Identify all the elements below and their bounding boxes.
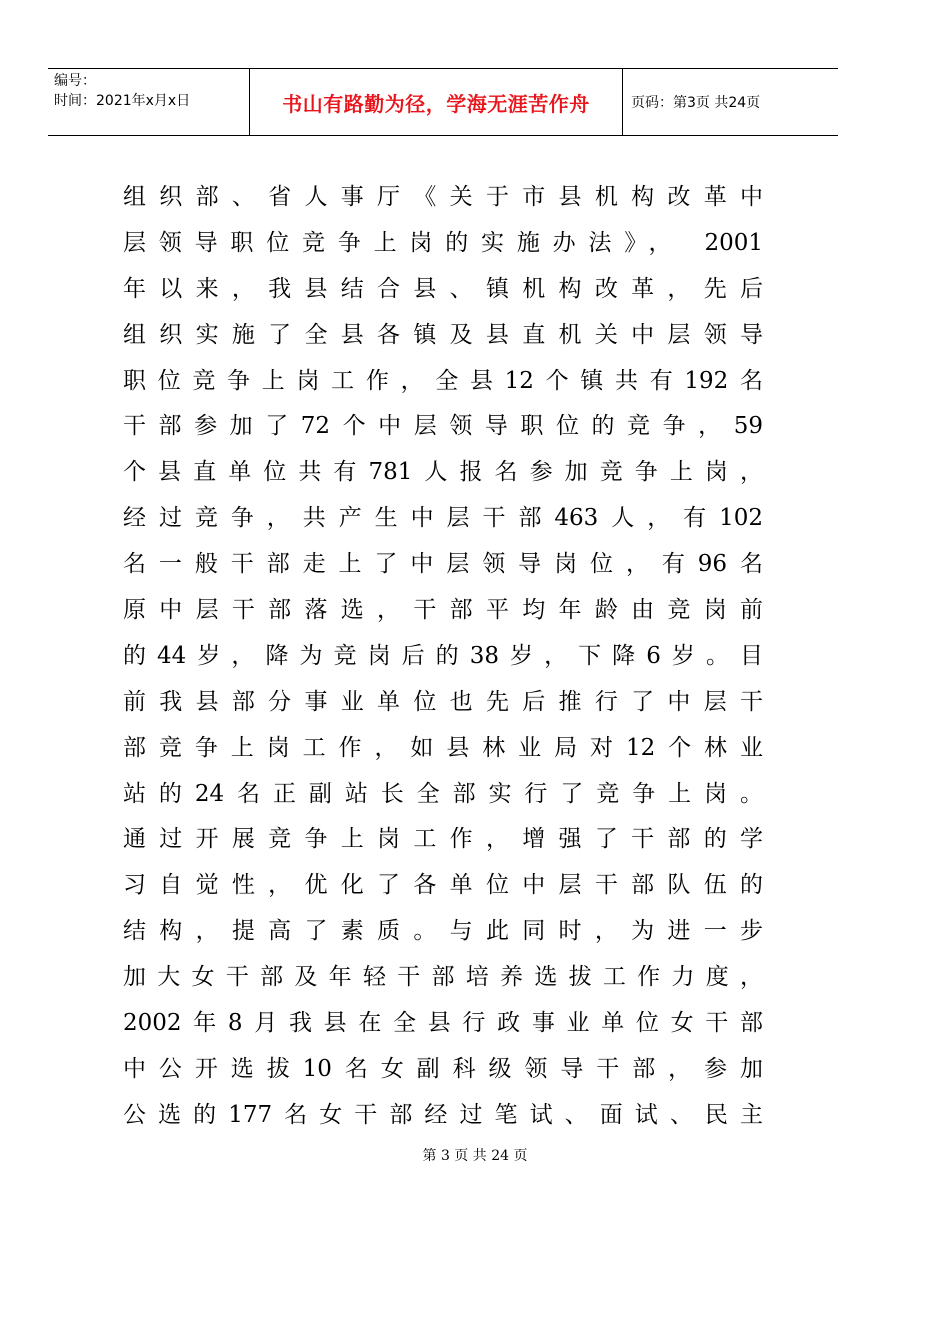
text-line: 前我县部分事业单位也先后推行了中层干: [123, 688, 763, 715]
page-footer: 第 3 页 共 24 页: [422, 1148, 528, 1164]
text-line: 名一般干部走上了中层领导岗位，有96名: [123, 551, 763, 578]
document-number-label: 编号：: [54, 73, 96, 89]
text-line: 经过竞争，共产生中层干部463人，有102: [123, 505, 763, 532]
text-line: 公选的177名女干部经过笔试、面试、民主: [123, 1101, 763, 1128]
text-line: 站的24名正副站长全部实行了竞争上岗。: [123, 780, 763, 807]
text-line: 的44岁，降为竞岗后的38岁，下降6岁。目: [123, 642, 763, 669]
text-line: 习自觉性，优化了各单位中层干部队伍的: [123, 872, 763, 899]
header-meta: [48, 69, 250, 135]
text-line: 原中层干部落选，干部平均年龄由竞岗前: [123, 597, 763, 624]
text-line: 加大女干部及年轻干部培养选拔工作力度，: [123, 964, 763, 991]
text-line: 中公开选拔10名女副科级领导干部，参加: [123, 1055, 763, 1082]
text-line: 个县直单位共有781人报名参加竞争上岗，: [123, 459, 763, 486]
text-line: 层领导职位竞争上岗的实施办法》， 2001: [123, 229, 763, 256]
text-line: 2002年8月我县在全县行政事业单位女干部: [123, 1010, 763, 1037]
text-line: 组织部、省人事厅《关于市县机构改革中: [123, 184, 763, 210]
text-line: 职位竞争上岗工作，全县12个镇共有192名: [123, 367, 763, 394]
document-time-label: 时间：2021年x月x日: [54, 93, 191, 109]
page-header: [48, 68, 838, 136]
text-line: 部竞争上岗工作，如县林业局对12个林业: [123, 734, 763, 761]
document-body: [123, 175, 763, 1139]
text-line: 年以来，我县结合县、镇机构改革，先后: [123, 275, 763, 302]
text-line: 通过开展竞争上岗工作，增强了干部的学: [123, 826, 763, 853]
header-page-info: 页码：第3页 共24页: [631, 95, 761, 111]
text-line: 组织实施了全县各镇及县直机关中层领导: [123, 321, 763, 348]
text-line: 干部参加了72个中层领导职位的竞争，59: [123, 413, 763, 440]
text-line: 结构，提高了素质。与此同时，为进一步: [123, 918, 763, 945]
header-motto: 书山有路勤为径，学海无涯苦作舟: [250, 69, 623, 135]
